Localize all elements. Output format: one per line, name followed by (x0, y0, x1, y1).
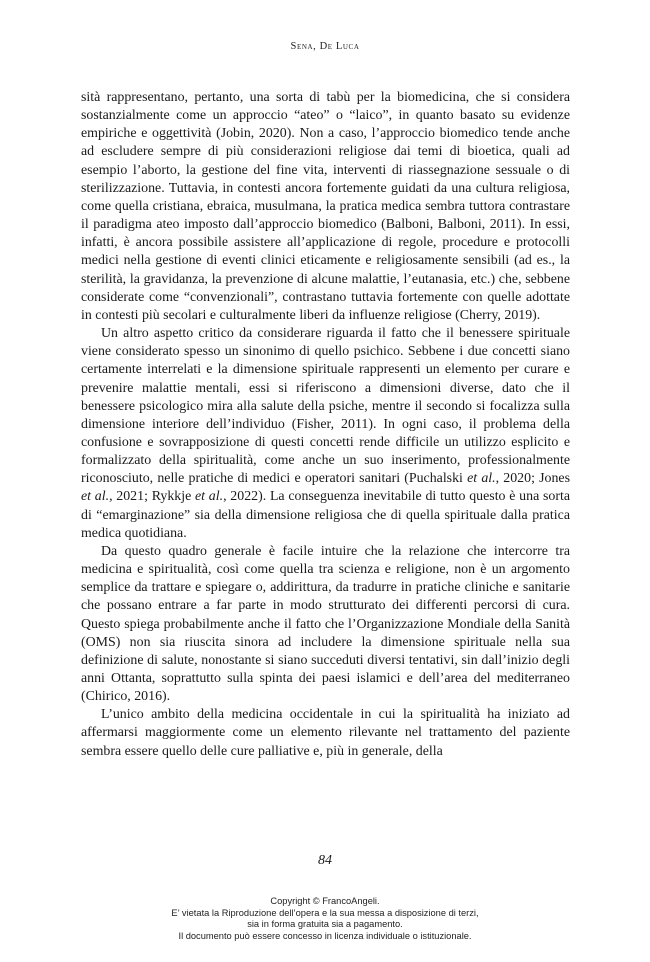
copyright-line: E’ vietata la Riproduzione dell’opera e la sua messa a disposizione di terzi, (171, 907, 479, 918)
paragraph: sità rappresentano, pertanto, una sorta di tabù per la biomedicina, che si considera sostanzialmente come un approccio “ateo” o “laico”, in quanto basato su evidenze empiriche e oggettività (Jobin, 2020). Non a caso, l’approccio biomedico tende anche ad escludere sempre di più considerazioni religiose dai temi di bioetica, quali ad esempio l’aborto, la gestione del fine vita, interventi di riassegnazione sessuale o di sterilizzazione. Tuttavia, in contesti ancora fortemente guidati da una cultura religiosa, come quella cristiana, ebraica, musulmana, la pratica medica sembra tuttora contrastare il paradigma ateo imposto dall’approccio biomedico (Balboni, Balboni, 2011). In essi, infatti, è ancora possibile assistere all’applicazione di regole, procedure e protocolli medici nella gestione di eventi clinici eticamente e religiosamente sensibili (ad es., la sterilità, la gravidanza, la prevenzione di alcune malattie, l’eutanasia, etc.) che, sebbene considerate come “convenzionali”, contrastano tuttavia fortemente con quelle adottate in contesti più secolari e culturalmente liberi da influenze religiose (Cherry, 2019). (81, 90, 570, 323)
paragraph: Da questo quadro generale è facile intuire che la relazione che intercorre tra medicina e spiritualità, così come quella tra scienza e religione, non è un argomento semplice da trattare e spiegare o, addirittura, da tradurre in pratiche cliniche e sanitarie che possano entrare a far parte in modo strutturato dei differenti percorsi di cura. Questo spiega probabilmente anche il fatto che l’Organizzazione Mondiale della Sanità (OMS) non sia riuscita sinora ad includere la dimensione spirituale nella sua definizione di salute, nonostante si siano succeduti diversi tentativi, sin dall’inizio degli anni Ottanta, soprattutto sulla spinta dei paesi islamici e dell’area del mediterraneo (Chirico, 2016). (81, 543, 570, 705)
running-head: Sena, De Luca (290, 41, 360, 52)
body-text (81, 89, 570, 761)
paragraph: Un altro aspetto critico da considerare riguarda il fatto che il benessere spirituale viene considerato spesso un sinonimo di quello psichico. Sebbene i due concetti siano certamente interrelati e la dimensione spirituale rappresenti un elemento per curare e prevenire malattie mentali, essi si riferiscono a dimensioni diverse, dato che il benessere psicologico mira alla salute della psiche, mentre il secondo si focalizza sulla dimensione interiore dell’individuo (Fisher, 2011). In ogni caso, il problema della confusione e sovrapposizione di questi concetti rende difficile un utilizzo esplicito e formalizzato della spiritualità, come anche un suo inserimento, professionalmente riconosciuto, nelle pratiche di medici e operatori sanitari (Puchalski et al., 2020; Jones et al., 2021; Rykkje et al., 2022). La conseguenza inevitabile di tutto questo è una sorta di “emarginazione” sia della dimensione religiosa che di quella spirituale dalla pratica medica quotidiana. (81, 326, 570, 541)
paragraph: L’unico ambito della medicina occidentale in cui la spiritualità ha iniziato ad affermarsi maggiormente come un elemento rilevante nel trattamento del paziente sembra essere quello delle cure palliative e, più in generale, della (81, 707, 570, 759)
copyright-line: sia in forma gratuita sia a pagamento. (247, 919, 403, 930)
copyright-line: Copyright © FrancoAngeli. (270, 896, 380, 906)
copyright-notice (0, 896, 650, 942)
copyright-line: Il documento può essere concesso in licenza individuale o istituzionale. (178, 930, 472, 941)
page-number: 84 (318, 853, 332, 868)
